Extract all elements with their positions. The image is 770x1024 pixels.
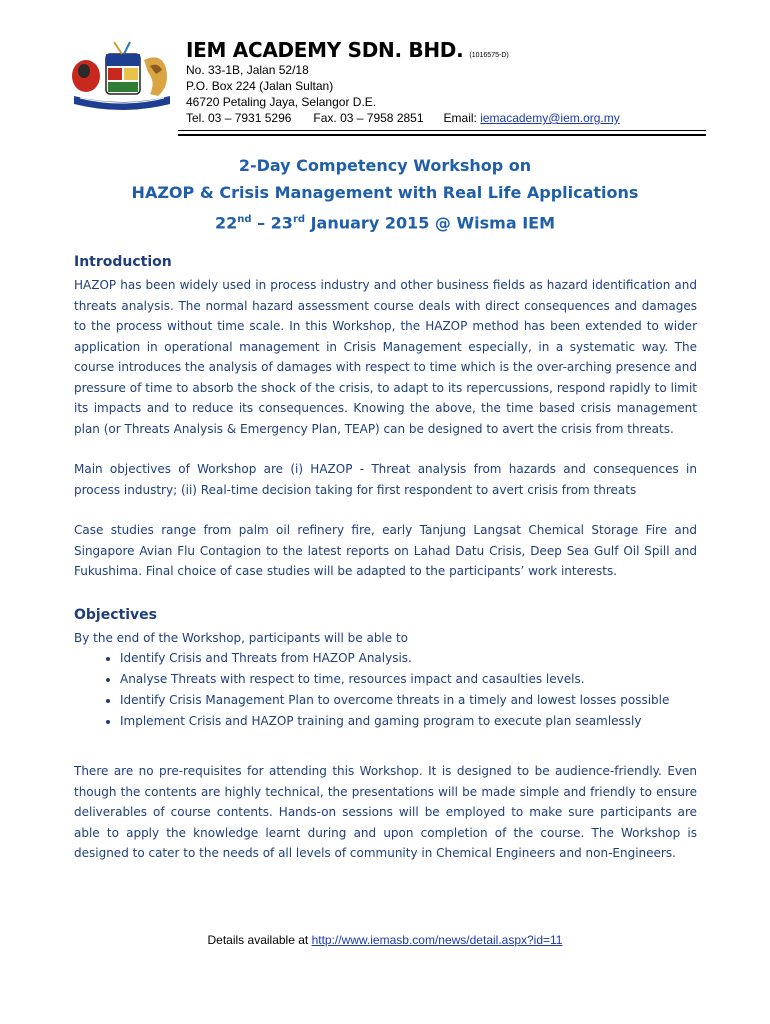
- header-divider-thick: [178, 134, 706, 136]
- date-dash: –: [251, 213, 271, 233]
- introduction-paragraph-1: HAZOP has been widely used in process industry and other business fields as hazard identification and threats analysis. The normal hazard assessment course deals with direct consequences and damages to the process without time scale. In this Workshop, the HAZOP method has been extended to wider application in operational management in Crisis Management especially, in a systematic way. The course introduces the analysis of damages with respect to time which is the over-arching presence and pressure of time to absorb the shock of the crisis, to adapt to its repercussions, respond rapidly to limit its impacts and to reduce its consequences. Knowing the above, the time based crisis management plan (or Threats Analysis & Emergency Plan, TEAP) can be designed to avert the crisis from threats.: [74, 278, 697, 436]
- telephone: Tel. 03 – 7931 5296: [186, 111, 292, 125]
- email-link[interactable]: iemacademy@iem.org.my: [480, 111, 620, 125]
- title-date: [0, 206, 770, 236]
- objectives-lead: By the end of the Workshop, participants will be able to: [74, 630, 409, 645]
- title-line-1: 2-Day Competency Workshop on: [238, 156, 532, 175]
- fax: Fax. 03 – 7958 2851: [313, 111, 424, 125]
- contact-row: [186, 110, 706, 126]
- details-footer: [0, 933, 770, 947]
- address-line-2: P.O. Box 224 (Jalan Sultan): [186, 79, 334, 93]
- objective-item: • Analyse Threats with respect to time, resources impact and casaulties levels.: [120, 669, 697, 690]
- objective-item: • Implement Crisis and HAZOP training and gaming program to execute plan seamlessly: [120, 711, 697, 732]
- details-link[interactable]: http://www.iemasb.com/news/detail.aspx?id=11: [311, 933, 563, 947]
- org-registration: (1016575-D): [469, 52, 509, 59]
- date-start-day: 22: [214, 213, 238, 233]
- date-end-day: 23: [270, 213, 293, 233]
- org-name: IEM ACADEMY SDN. BHD.: [186, 38, 464, 62]
- email-block: [444, 110, 620, 126]
- date-start-suffix: nd: [237, 214, 252, 225]
- date-end-suffix: rd: [292, 214, 306, 225]
- title-line-2: HAZOP & Crisis Management with Real Life Applications: [131, 183, 639, 202]
- email-label: Email:: [443, 111, 477, 125]
- org-header: [186, 38, 706, 126]
- prerequisites-paragraph: There are no pre-requisites for attending this Workshop. It is designed to be audience-friendly. Even though the contents are highly technical, the presentations will be made simple and friendly to ensure deliverables of course contents. Hands-on sessions will be employed to make sure participants are able to apply the knowledge learnt during and upon completion of the course. The Workshop is designed to cater to the needs of all levels of community in Chemical Engineers and non-Engineers.: [74, 764, 697, 860]
- objectives-list: [74, 648, 697, 732]
- main-content: [74, 253, 697, 864]
- details-label: Details available at: [207, 933, 309, 947]
- introduction-paragraph-3: Case studies range from palm oil refinery fire, early Tanjung Langsat Chemical Storage Fire and Singapore Avian Flu Contagion to the latest reports on Lahad Datu Crisis, Deep Sea Gulf Oil Spill and Fukushima. Final choice of case studies will be adapted to the participants’ work interests.: [74, 523, 697, 578]
- iem-crest-logo: [66, 38, 178, 114]
- address-line-3: 46720 Petaling Jaya, Selangor D.E.: [186, 95, 377, 109]
- objective-item: • Identify Crisis Management Plan to overcome threats in a timely and lowest losses possible: [120, 690, 697, 711]
- introduction-paragraph-2: Main objectives of Workshop are (i) HAZOP - Threat analysis from hazards and consequences in process industry; (ii) Real-time decision taking for first respondent to avert crisis from threats: [74, 462, 697, 497]
- workshop-title: [0, 152, 770, 236]
- address-line-1: No. 33-1B, Jalan 52/18: [186, 63, 309, 77]
- objectives-heading: Objectives: [74, 606, 157, 623]
- introduction-heading: Introduction: [74, 254, 172, 270]
- header-divider: [178, 130, 706, 131]
- objective-item: • Identify Crisis and Threats from HAZOP Analysis.: [120, 648, 697, 669]
- date-rest: January 2015 @ Wisma IEM: [305, 213, 555, 233]
